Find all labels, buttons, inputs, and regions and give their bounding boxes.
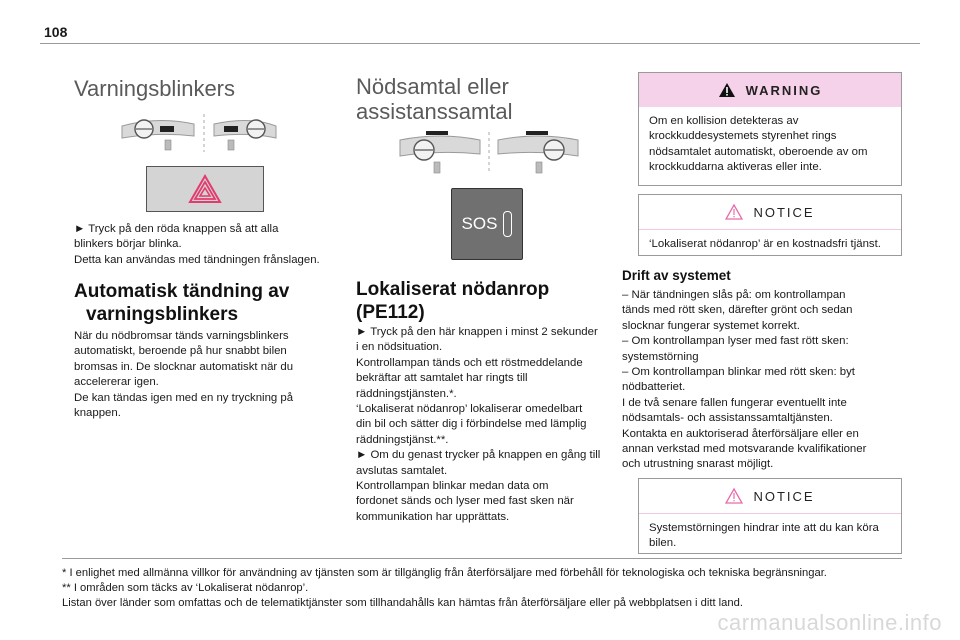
footnote: Listan över länder som omfattas och de telematiktjänster som tillhandahålls kan hämtas från återförsäljare eller på webbplatsen i ditt land. bbox=[62, 597, 743, 610]
text-line: räddningstjänsten.*. bbox=[356, 387, 457, 400]
text-line: ► Om du genast trycker på knappen en gång till bbox=[356, 449, 601, 462]
text-line: accelererar igen. bbox=[74, 376, 159, 389]
text-line: De kan tändas igen med en ny tryckning på bbox=[74, 391, 294, 404]
text-line: kommunikation har upprättats. bbox=[356, 510, 510, 523]
footnote: * I enlighet med allmänna villkor för användning av tjänsten som är tillgänglig från återförsäljare med förbehåll för teknologiska och tekniska begränsningar. bbox=[62, 567, 827, 579]
text-line: – När tändningen slås på: om kontrollampan bbox=[622, 289, 846, 301]
text-line: Kontrollampan tänds och ett röstmeddelande bbox=[356, 356, 583, 369]
text-line: blinkers börjar blinka. bbox=[74, 238, 182, 251]
warning-box bbox=[638, 72, 902, 186]
auto-hazard-description bbox=[74, 329, 344, 421]
footnote-divider bbox=[62, 558, 902, 559]
text-line: bromsas in. De slocknar automatiskt när du bbox=[74, 360, 294, 373]
hazard-button[interactable] bbox=[146, 166, 264, 212]
text-line: nödsamtalet automatiskt, oberoende av om bbox=[649, 145, 868, 158]
notice-triangle-icon bbox=[725, 204, 743, 220]
text-line: fordonet sänds och lyser med fast sken när bbox=[356, 495, 574, 508]
sos-button[interactable] bbox=[451, 188, 523, 260]
notice-label: NOTICE bbox=[753, 204, 815, 220]
notice-header bbox=[639, 479, 901, 514]
indicator-lamp-icon bbox=[503, 211, 512, 237]
text-line: – Om kontrollampan lyser med fast rött sken: bbox=[622, 335, 849, 348]
text-line: krockkuddesystemets styrenhet rings bbox=[649, 130, 837, 143]
hazard-triangle-icon bbox=[188, 174, 222, 204]
text-line: Om en kollision detekteras av bbox=[649, 115, 799, 127]
notice-label: NOTICE bbox=[753, 488, 815, 504]
text-line: I de två senare fallen fungerar eventuellt inte bbox=[622, 396, 847, 409]
text-line: Kontrollampan blinkar medan data om bbox=[356, 480, 549, 493]
text-line: nödbatteriet. bbox=[622, 381, 686, 394]
left-hand-drive-dashboard-icon bbox=[400, 131, 480, 173]
footnotes bbox=[62, 566, 922, 612]
warning-triangle-icon bbox=[718, 82, 736, 98]
subsection-title-system-operation: Drift av systemet bbox=[622, 268, 731, 283]
title-line: (PE112) bbox=[356, 302, 425, 323]
notice-header bbox=[639, 195, 901, 230]
text-line: tänds med rött sken, därefter grönt och sedan bbox=[622, 304, 853, 317]
left-hand-drive-dashboard-icon bbox=[122, 120, 194, 150]
text-line: ► Tryck på den röda knappen så att alla bbox=[74, 223, 279, 235]
warning-header bbox=[639, 73, 901, 107]
warning-text bbox=[639, 107, 901, 184]
text-line: krockkuddarna aktiveras eller inte. bbox=[649, 161, 822, 174]
notice-text bbox=[639, 230, 901, 260]
text-line: bekräftar att samtalet har ringts till bbox=[356, 372, 528, 385]
text-line: din bil och sätter dig i förbindelse med lämplig bbox=[356, 418, 587, 431]
text-line: ‘Lokaliserat nödanrop’ är en kostnadsfri tjänst. bbox=[649, 238, 881, 250]
title-line: assistanssamtal bbox=[356, 99, 513, 124]
text-line: ► Tryck på den här knappen i minst 2 sekunder bbox=[356, 326, 598, 338]
warning-label: WARNING bbox=[745, 82, 823, 98]
dashboard-illustration bbox=[118, 112, 280, 154]
subsection-title-localized-call bbox=[356, 278, 626, 324]
section-title-emergency-call bbox=[356, 74, 616, 124]
text-line: Detta kan användas med tändningen frånslagen. bbox=[74, 253, 320, 266]
sos-label: SOS bbox=[461, 214, 498, 233]
system-operation-description bbox=[622, 288, 912, 473]
text-line: systemstörning bbox=[622, 350, 699, 363]
header-divider bbox=[40, 43, 920, 44]
text-line: avslutas samtalet. bbox=[356, 464, 448, 477]
text-line: ‘Lokaliserat nödanrop’ lokaliserar omedelbart bbox=[356, 403, 583, 416]
notice-box bbox=[638, 478, 902, 554]
right-hand-drive-dashboard-icon bbox=[498, 131, 578, 173]
text-line: automatiskt, beroende på hur snabbt bilen bbox=[74, 345, 287, 358]
text-line: nödsamtals- och assistanssamtaltjänsten. bbox=[622, 412, 833, 425]
text-line: annan verkstad med motsvarande kvalifikationer bbox=[622, 443, 867, 456]
watermark: carmanualsonline.info bbox=[717, 610, 942, 635]
notice-triangle-icon bbox=[725, 488, 743, 504]
text-line: Systemstörningen hindrar inte att du kan köra bbox=[649, 522, 879, 534]
hazard-instructions bbox=[74, 222, 344, 268]
notice-box bbox=[638, 194, 902, 256]
title-line: Nödsamtal eller bbox=[356, 74, 509, 99]
localized-call-description bbox=[356, 325, 626, 525]
text-line: När du nödbromsar tänds varningsblinkers bbox=[74, 330, 289, 342]
footnote: ** I områden som täcks av ‘Lokaliserat nödanrop’. bbox=[62, 582, 309, 595]
page-number: 108 bbox=[44, 24, 68, 40]
dashboard-illustration bbox=[396, 130, 582, 178]
text-line: knappen. bbox=[74, 407, 121, 420]
section-title-hazard: Varningsblinkers bbox=[74, 76, 236, 101]
text-line: bilen. bbox=[649, 537, 677, 550]
notice-text bbox=[639, 514, 901, 560]
text-line: – Om kontrollampan blinkar med rött sken: byt bbox=[622, 366, 855, 379]
text-line: räddningstjänst.**. bbox=[356, 433, 449, 446]
title-line: Lokaliserat nödanrop bbox=[356, 279, 550, 300]
text-line: och utrustning snarast möjligt. bbox=[622, 458, 774, 471]
title-line: varningsblinkers bbox=[86, 304, 239, 325]
text-line: slocknar fungerar systemet korrekt. bbox=[622, 319, 800, 332]
title-line: Automatisk tändning av bbox=[74, 281, 290, 302]
text-line: Kontakta en auktoriserad återförsäljare eller en bbox=[622, 427, 859, 440]
subsection-title-auto-hazard bbox=[74, 280, 344, 326]
right-hand-drive-dashboard-icon bbox=[214, 120, 276, 150]
text-line: i en nödsituation. bbox=[356, 341, 443, 354]
